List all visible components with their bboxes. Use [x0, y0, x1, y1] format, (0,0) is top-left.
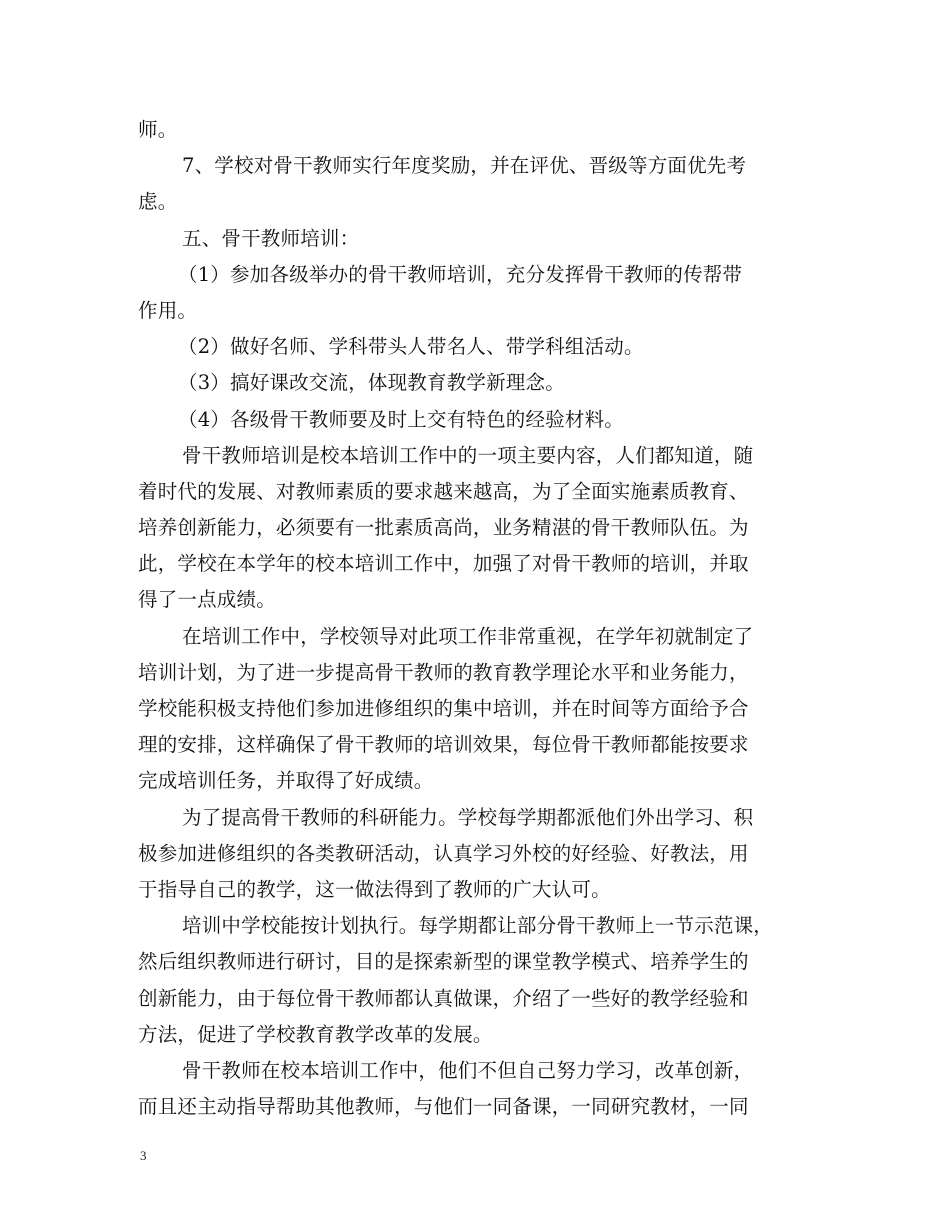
text-line: （2）做好名师、学科带头人带名人、带学科组活动。 [178, 335, 644, 359]
text-line: 然后组织教师进行研讨，目的是探索新型的课堂教学模式、培养学生的 [138, 950, 749, 974]
text-line: 创新能力，由于每位骨干教师都认真做课，介绍了一些好的教学经验和 [138, 986, 749, 1010]
text-line: 虑。 [138, 190, 178, 214]
text-line: （1）参加各级举办的骨干教师培训，充分发挥骨干教师的传帮带 [178, 262, 743, 286]
text-line: 五、骨干教师培训： [182, 226, 360, 250]
text-line: 在培训工作中，学校领导对此项工作非常重视，在学年初就制定了 [182, 624, 754, 648]
text-line: 培养创新能力，必须要有一批素质高尚，业务精湛的骨干教师队伍。为 [138, 516, 749, 540]
text-line: （4）各级骨干教师要及时上交有特色的经验材料。 [178, 407, 625, 431]
text-line: 培训计划，为了进一步提高骨干教师的教育教学理论水平和业务能力， [138, 660, 749, 684]
text-line: 方法，促进了学校教育教学改革的发展。 [138, 1022, 493, 1046]
text-line: 得了一点成绩。 [138, 588, 276, 612]
text-line: 于指导自己的教学，这一做法得到了教师的广大认可。 [138, 877, 611, 901]
text-line: 着时代的发展、对教师素质的要求越来越高，为了全面实施素质教育、 [138, 479, 749, 503]
text-line: 为了提高骨干教师的科研能力。学校每学期都派他们外出学习、积 [182, 805, 754, 829]
text-line: 完成培训任务，并取得了好成绩。 [138, 769, 434, 793]
text-line: 7、学校对骨干教师实行年度奖励，并在评优、晋级等方面优先考 [182, 154, 747, 178]
text-line: 骨干教师在校本培训工作中，他们不但自己努力学习，改革创新， [182, 1058, 754, 1082]
text-line: 理的安排，这样确保了骨干教师的培训效果，每位骨干教师都能按要求 [138, 733, 749, 757]
text-line: 极参加进修组织的各类教研活动，认真学习外校的好经验、好教法，用 [138, 841, 749, 865]
text-line: 此，学校在本学年的校本培训工作中，加强了对骨干教师的培训，并取 [138, 552, 749, 576]
text-line: 骨干教师培训是校本培训工作中的一项主要内容，人们都知道，随 [182, 443, 754, 467]
text-line: 培训中学校能按计划执行。每学期都让部分骨干教师上一节示范课， [182, 914, 774, 938]
document-body [138, 112, 818, 1125]
text-line: 学校能积极支持他们参加进修组织的集中培训，并在时间等方面给予合 [138, 697, 749, 720]
text-line: 作用。 [138, 298, 198, 322]
text-line: （3）搞好课改交流，体现教育教学新理念。 [178, 371, 565, 395]
text-line: 师。 [138, 118, 178, 141]
page-number: 3 [140, 1148, 147, 1163]
text-line: 而且还主动指导帮助其他教师，与他们一同备课，一同研究教材，一同 [138, 1095, 749, 1119]
